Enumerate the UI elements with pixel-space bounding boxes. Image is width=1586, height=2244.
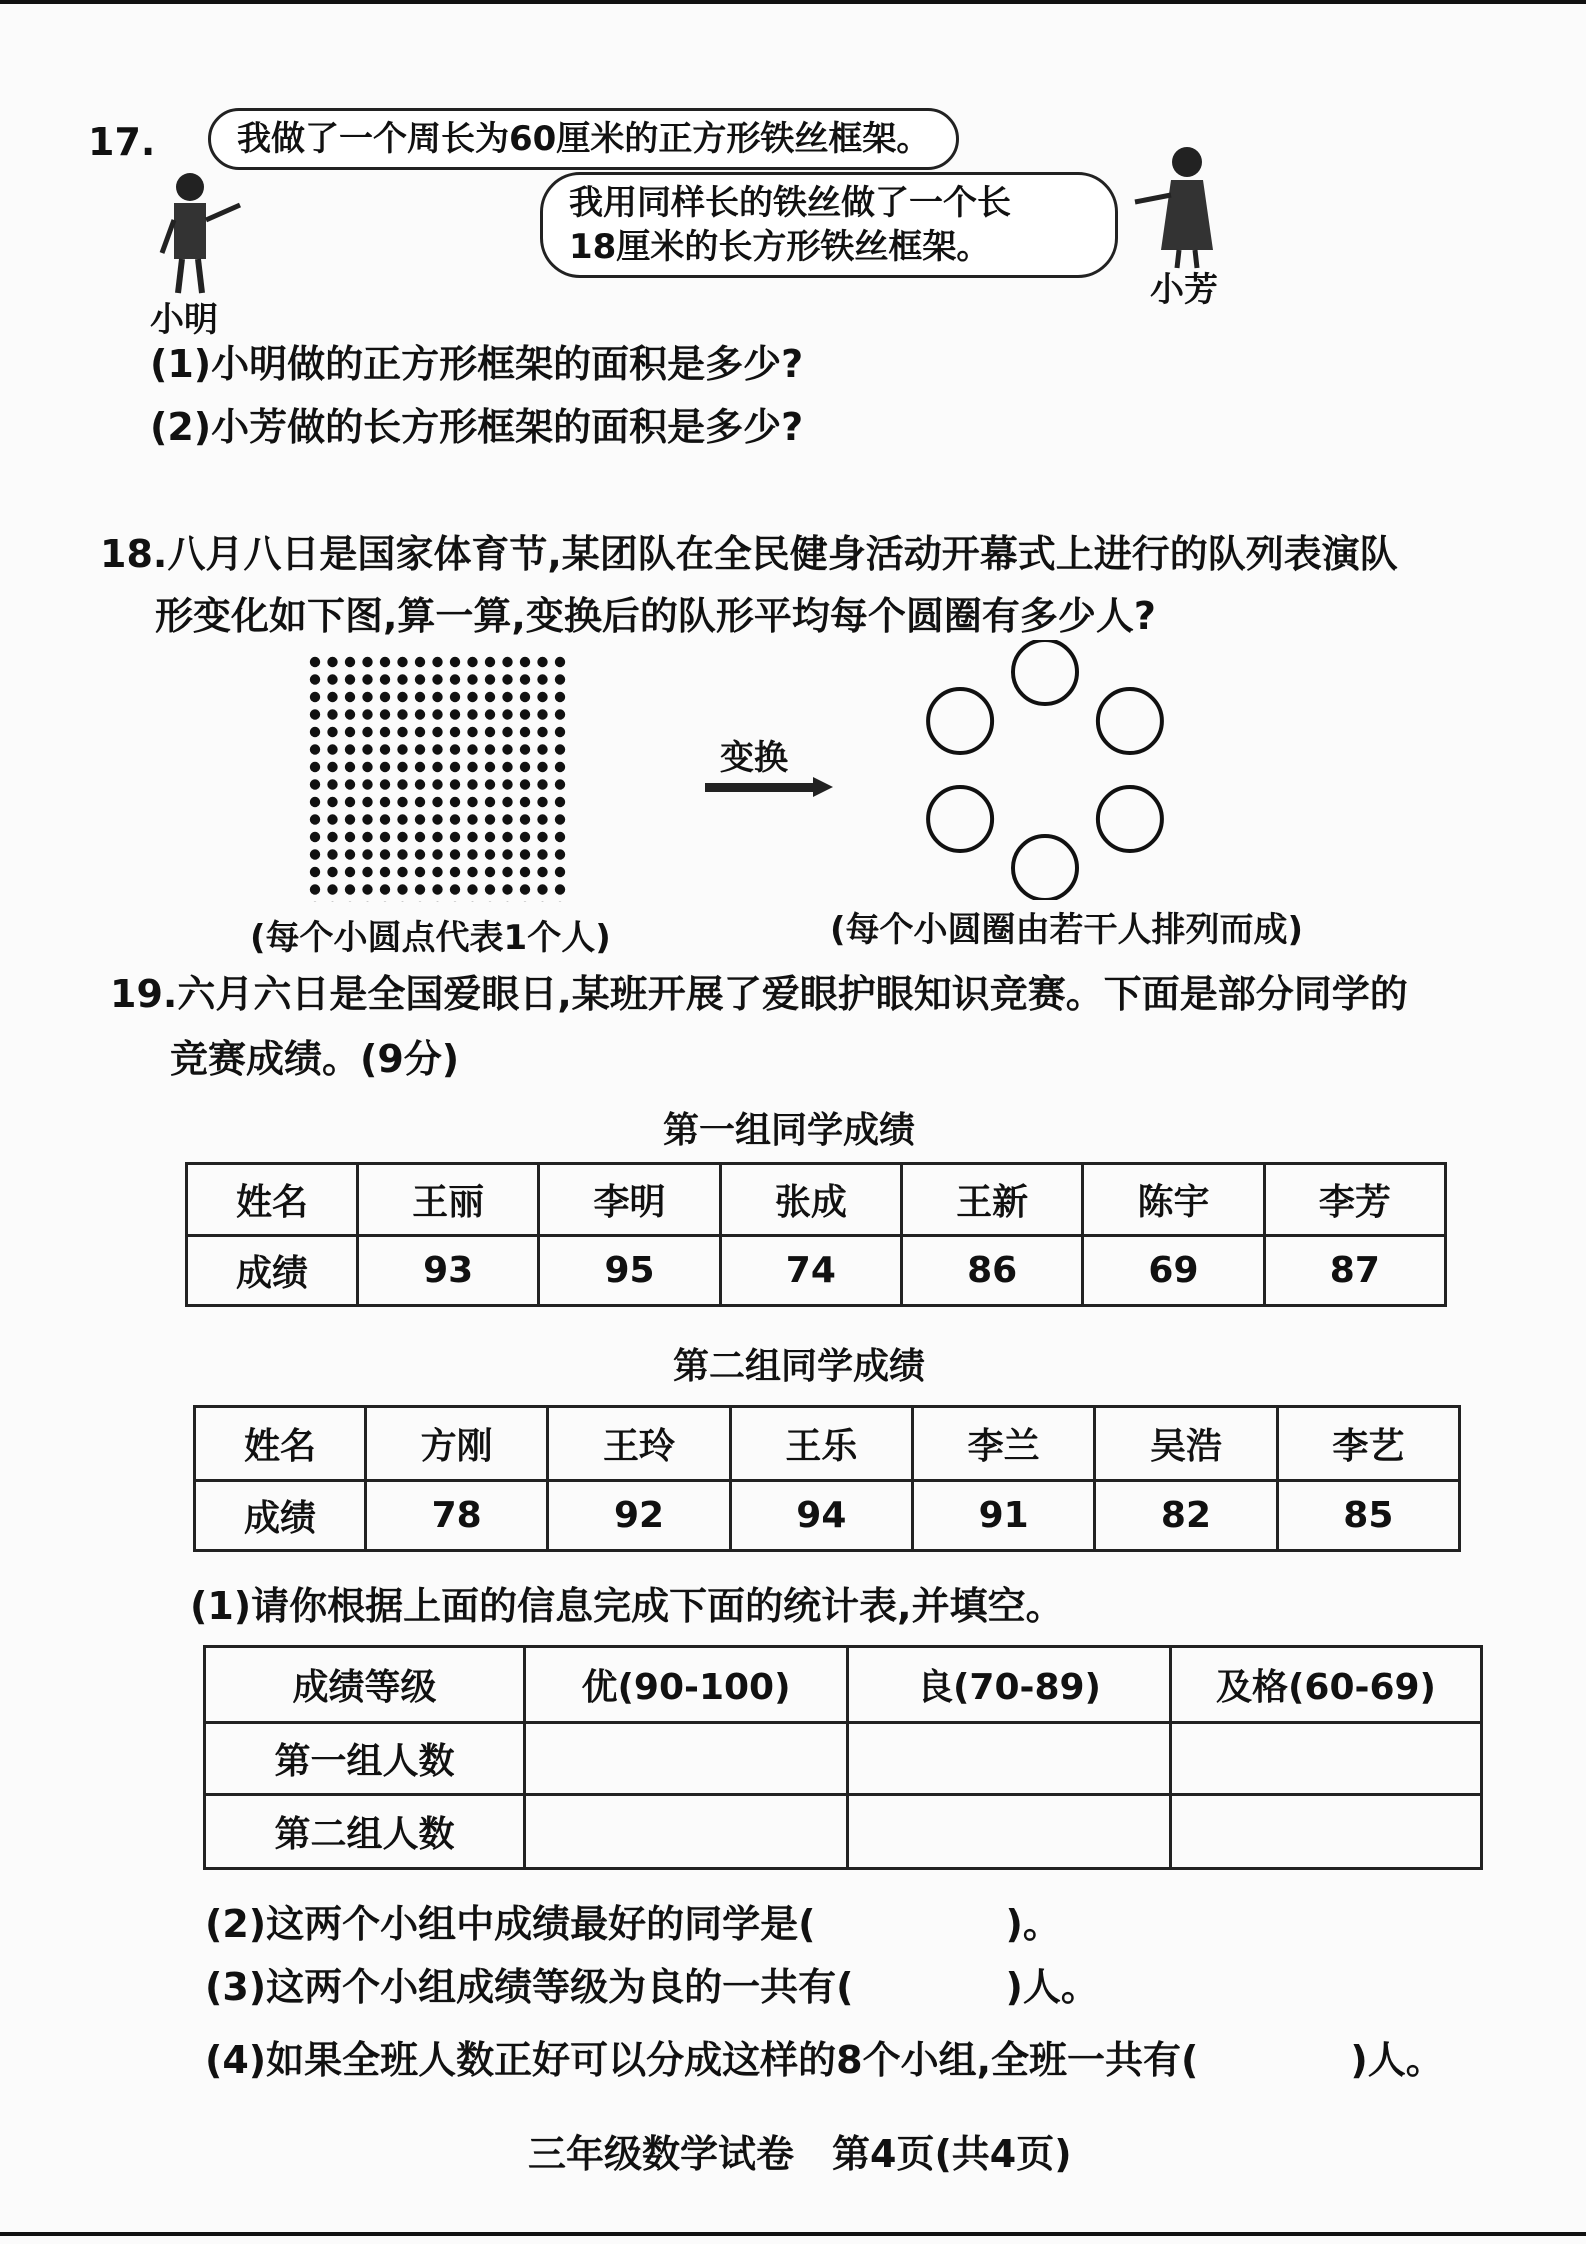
person-dot [450,692,460,702]
person-dot [310,814,320,824]
person-dot [362,867,372,877]
group2-score-cell: 85 [1277,1481,1459,1551]
person-dot [537,692,547,702]
person-dot [380,727,390,737]
person-dot [345,709,355,719]
person-dot [555,867,565,877]
group2-score-cell: 82 [1095,1481,1277,1551]
person-dot [310,884,320,894]
person-dot [502,762,512,772]
person-dot [432,797,442,807]
group1-table [185,1162,1447,1307]
person-dot [485,814,495,824]
group1-score-cell: 95 [539,1236,720,1306]
stats-row2-label: 第二组人数 [205,1795,525,1869]
person-dot [485,657,495,667]
person-dot [485,779,495,789]
person-dot [362,692,372,702]
person-dot [555,797,565,807]
person-dot [450,884,460,894]
stats-row1-label: 第一组人数 [205,1723,525,1795]
q19-sub3: (3)这两个小组成绩等级为良的一共有( )人。 [205,1965,1099,2009]
person-dot [380,709,390,719]
person-dot [415,867,425,877]
person-dot [327,709,337,719]
person-dot [310,692,320,702]
group1-name-cell: 王新 [901,1164,1082,1236]
person-dot [432,884,442,894]
person-dot [310,709,320,719]
group1-score-cell: 86 [901,1236,1082,1306]
person-dot [467,692,477,702]
person-dot [432,779,442,789]
person-dot [327,832,337,842]
person-dot [555,832,565,842]
stats-blank-cell[interactable] [848,1723,1171,1795]
person-dot [310,779,320,789]
q18-caption-left: (每个小圆点代表1个人) [250,918,611,958]
xiaofang-speech-line1: 我用同样长的铁丝做了一个长 [569,183,1011,223]
person-dot [432,814,442,824]
person-dot [397,657,407,667]
group2-title: 第二组同学成绩 [673,1346,926,1387]
person-dot [397,884,407,894]
person-dot [327,884,337,894]
person-dot [555,744,565,754]
person-dot [520,779,530,789]
person-dot [467,657,477,667]
person-dot [362,762,372,772]
person-dot [537,814,547,824]
group2-score-cell: 78 [366,1481,548,1551]
person-dot [485,884,495,894]
person-dot [432,727,442,737]
person-dot [502,849,512,859]
person-dot [467,867,477,877]
group2-name-row [195,1407,1460,1481]
group1-header-score: 成绩 [187,1236,358,1306]
q17-sub1: (1)小明做的正方形框架的面积是多少? [150,342,804,386]
xiaofang-speech-line2: 18厘米的长方形铁丝框架。 [569,227,991,267]
stats-header-good: 良(70-89) [848,1647,1171,1723]
person-dot [520,744,530,754]
stats-row-group1 [205,1723,1482,1795]
xiaofang-figure-icon [1125,140,1245,270]
person-dot [520,849,530,859]
person-dot [485,832,495,842]
person-dot [345,797,355,807]
person-dot [362,884,372,894]
person-dot [415,814,425,824]
person-dot [327,674,337,684]
person-dot [555,814,565,824]
person-dot [327,744,337,754]
person-dot [362,779,372,789]
person-dot [432,849,442,859]
person-dot [502,709,512,719]
person-dot [380,762,390,772]
top-border-line [0,0,1586,4]
group1-score-cell: 93 [358,1236,539,1306]
group2-header-score: 成绩 [195,1481,366,1551]
group2-score-row [195,1481,1460,1551]
person-dot [362,849,372,859]
person-dot [310,832,320,842]
person-dot [310,727,320,737]
person-dot [450,762,460,772]
person-dot [362,709,372,719]
xiaoming-speech-text: 我做了一个周长为60厘米的正方形铁丝框架。 [237,119,931,159]
person-dot [397,849,407,859]
stats-table [203,1645,1483,1870]
person-dot [310,797,320,807]
person-dot [520,832,530,842]
person-dot [327,762,337,772]
person-dot [327,849,337,859]
person-dot [537,849,547,859]
person-dot [397,674,407,684]
person-dot [502,797,512,807]
person-dot [380,884,390,894]
person-dot [537,727,547,737]
person-dot [415,674,425,684]
formation-circle [928,689,992,753]
person-dot [362,744,372,754]
xiaofang-speech-bubble [540,172,1118,278]
person-dot [502,674,512,684]
page-footer: 三年级数学试卷 第4页(共4页) [528,2132,1072,2176]
group2-name-cell: 李艺 [1277,1407,1459,1481]
person-dot [502,744,512,754]
person-dot [520,709,530,719]
person-dot [502,779,512,789]
person-dot [520,797,530,807]
xiaofang-label: 小芳 [1150,270,1218,310]
person-dot [362,657,372,667]
person-dot [380,867,390,877]
person-dot [380,832,390,842]
stats-header-excellent: 优(90-100) [525,1647,848,1723]
person-dot [450,779,460,789]
xiaoming-figure-icon [140,165,260,295]
person-dot [397,744,407,754]
stats-blank-cell[interactable] [848,1795,1171,1869]
group2-name-cell: 吴浩 [1095,1407,1277,1481]
person-dot [520,692,530,702]
person-dot [502,814,512,824]
q18-line2: 形变化如下图,算一算,变换后的队形平均每个圆圈有多少人? [155,594,1156,638]
person-dot [345,744,355,754]
person-dot [485,867,495,877]
person-dot [415,832,425,842]
person-dot [327,727,337,737]
person-dot [345,884,355,894]
q19-line1: 19.六月六日是全国爱眼日,某班开展了爱眼护眼知识竞赛。下面是部分同学的 [110,972,1408,1016]
person-dot [415,762,425,772]
group1-header-name: 姓名 [187,1164,358,1236]
person-dot [555,762,565,772]
group2-name-cell: 李兰 [912,1407,1094,1481]
person-dot [537,832,547,842]
group2-table [193,1405,1461,1552]
person-dot [520,814,530,824]
person-dot [520,727,530,737]
person-dot [450,832,460,842]
person-dot [537,709,547,719]
group1-name-cell: 张成 [720,1164,901,1236]
person-dot [485,849,495,859]
person-dot [555,727,565,737]
person-dot [432,674,442,684]
person-dot [310,657,320,667]
person-dot [555,674,565,684]
group1-name-row [187,1164,1446,1236]
person-dot [467,814,477,824]
person-dot [415,692,425,702]
person-dot [415,797,425,807]
person-dot [380,779,390,789]
person-dot [397,814,407,824]
person-dot [555,692,565,702]
person-dot [310,674,320,684]
person-dot [467,849,477,859]
person-dot [450,814,460,824]
person-dot [432,867,442,877]
person-dot [415,779,425,789]
person-dot [555,849,565,859]
person-dot [485,797,495,807]
person-dot [467,797,477,807]
person-dot [397,797,407,807]
person-dot [450,674,460,684]
q17-number: 17. [88,120,156,164]
stats-blank-cell[interactable] [525,1723,848,1795]
person-dot [450,867,460,877]
stats-row-group2 [205,1795,1482,1869]
person-dot [555,884,565,894]
stats-blank-cell[interactable] [1171,1723,1482,1795]
q19-line2: 竞赛成绩。(9分) [170,1037,460,1081]
person-dot [345,727,355,737]
formation-circle [1098,689,1162,753]
person-dot [520,657,530,667]
person-dot [397,779,407,789]
transform-arrow-label: 变换 [720,738,788,778]
person-dot [555,709,565,719]
group1-score-row [187,1236,1446,1306]
person-dot [485,762,495,772]
person-dot [537,884,547,894]
group1-name-cell: 王丽 [358,1164,539,1236]
dot-grid-formation [305,652,595,902]
person-dot [450,709,460,719]
q19-sub4: (4)如果全班人数正好可以分成这样的8个小组,全班一共有( )人。 [205,2038,1444,2082]
person-dot [362,797,372,807]
person-dot [502,884,512,894]
person-dot [345,814,355,824]
person-dot [380,692,390,702]
person-dot [467,779,477,789]
person-dot [432,744,442,754]
person-dot [432,832,442,842]
stats-blank-cell[interactable] [525,1795,848,1869]
person-dot [467,727,477,737]
formation-circle [1013,836,1077,900]
q19-sub1: (1)请你根据上面的信息完成下面的统计表,并填空。 [190,1584,1064,1628]
person-dot [485,674,495,684]
person-dot [415,727,425,737]
person-dot [450,657,460,667]
person-dot [537,762,547,772]
person-dot [450,744,460,754]
person-dot [537,674,547,684]
person-dot [432,692,442,702]
xiaoming-label: 小明 [150,300,218,340]
group1-score-cell: 69 [1083,1236,1264,1306]
person-dot [450,849,460,859]
person-dot [327,797,337,807]
group1-name-cell: 李芳 [1264,1164,1445,1236]
group2-score-cell: 94 [730,1481,912,1551]
person-dot [467,709,477,719]
person-dot [467,762,477,772]
group2-name-cell: 王乐 [730,1407,912,1481]
group1-title: 第一组同学成绩 [663,1110,916,1151]
group1-score-cell: 87 [1264,1236,1445,1306]
person-dot [345,779,355,789]
person-dot [537,744,547,754]
person-dot [327,779,337,789]
person-dot [432,762,442,772]
person-dot [415,884,425,894]
person-dot [362,674,372,684]
person-dot [397,832,407,842]
person-dot [327,814,337,824]
person-dot [467,832,477,842]
person-dot [502,832,512,842]
group1-name-cell: 李明 [539,1164,720,1236]
person-dot [380,849,390,859]
person-dot [345,832,355,842]
circle-formation [910,640,1180,900]
person-dot [432,657,442,667]
q18-line1: 18.八月八日是国家体育节,某团队在全民健身活动开幕式上进行的队列表演队 [100,532,1398,576]
person-dot [397,867,407,877]
right-arrow-icon [705,775,835,799]
q19-sub2: (2)这两个小组中成绩最好的同学是( )。 [205,1902,1061,1946]
person-dot [397,709,407,719]
person-dot [520,762,530,772]
person-dot [345,867,355,877]
stats-blank-cell[interactable] [1171,1795,1482,1869]
person-dot [327,867,337,877]
person-dot [520,867,530,877]
person-dot [537,867,547,877]
person-dot [380,674,390,684]
person-dot [485,692,495,702]
person-dot [502,657,512,667]
person-dot [485,744,495,754]
person-dot [537,797,547,807]
person-dot [310,762,320,772]
person-dot [345,849,355,859]
person-dot [415,657,425,667]
group2-score-cell: 92 [548,1481,730,1551]
person-dot [467,674,477,684]
stats-header-grade: 成绩等级 [205,1647,525,1723]
person-dot [345,762,355,772]
person-dot [380,797,390,807]
stats-header-row [205,1647,1482,1723]
person-dot [520,674,530,684]
person-dot [537,779,547,789]
person-dot [415,849,425,859]
q17-sub2: (2)小芳做的长方形框架的面积是多少? [150,405,804,449]
group2-name-cell: 方刚 [366,1407,548,1481]
group1-name-cell: 陈宇 [1083,1164,1264,1236]
stats-header-pass: 及格(60-69) [1171,1647,1482,1723]
person-dot [397,762,407,772]
group2-score-cell: 91 [912,1481,1094,1551]
person-dot [432,709,442,719]
person-dot [380,814,390,824]
person-dot [345,657,355,667]
person-dot [380,657,390,667]
person-dot [415,744,425,754]
person-dot [310,849,320,859]
group2-header-name: 姓名 [195,1407,366,1481]
person-dot [362,727,372,737]
group2-name-cell: 王玲 [548,1407,730,1481]
formation-circle [1098,787,1162,851]
person-dot [380,744,390,754]
person-dot [555,779,565,789]
person-dot [327,692,337,702]
person-dot [537,657,547,667]
person-dot [467,884,477,894]
person-dot [345,674,355,684]
xiaoming-speech-bubble [208,108,959,170]
person-dot [327,657,337,667]
person-dot [502,867,512,877]
person-dot [450,797,460,807]
person-dot [450,727,460,737]
person-dot [520,884,530,894]
bottom-border-line [0,2232,1586,2236]
person-dot [502,692,512,702]
person-dot [555,657,565,667]
person-dot [397,692,407,702]
group1-score-cell: 74 [720,1236,901,1306]
person-dot [362,814,372,824]
person-dot [485,709,495,719]
person-dot [502,727,512,737]
q18-caption-right: (每个小圆圈由若干人排列而成) [830,910,1304,950]
person-dot [310,867,320,877]
person-dot [345,692,355,702]
formation-circle [1013,640,1077,704]
person-dot [415,709,425,719]
person-dot [397,727,407,737]
person-dot [485,727,495,737]
person-dot [362,832,372,842]
person-dot [310,744,320,754]
person-dot [467,744,477,754]
formation-circle [928,787,992,851]
